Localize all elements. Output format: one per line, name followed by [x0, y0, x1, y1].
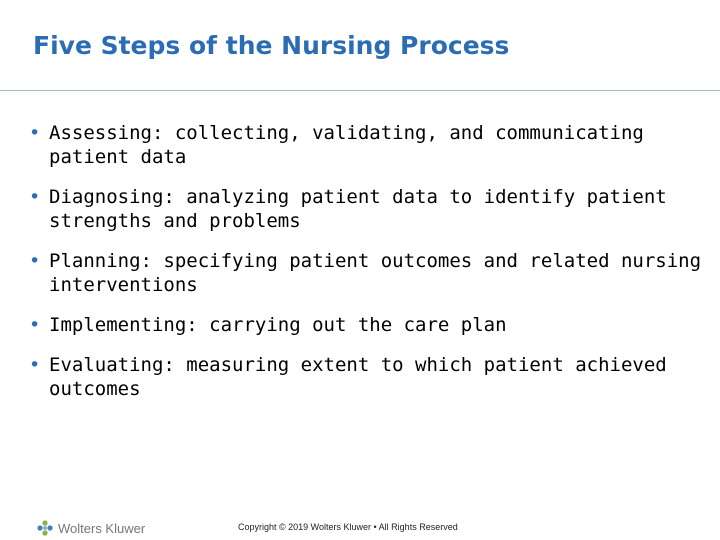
bullet-text: Evaluating: measuring extent to which patient achieved outcomes	[49, 354, 667, 400]
title-divider	[0, 90, 720, 91]
logo-text: Wolters Kluwer	[58, 520, 146, 536]
slide-title: Five Steps of the Nursing Process	[33, 31, 510, 60]
bullet-list	[26, 121, 706, 417]
bullet-item-planning	[26, 249, 706, 297]
bullet-text: Planning: specifying patient outcomes and related nursing interventions	[49, 250, 702, 296]
wolters-kluwer-logo	[36, 519, 145, 537]
bullet-item-assessing	[26, 121, 706, 169]
copyright-notice: Copyright © 2019 Wolters Kluwer • All Rights Reserved	[238, 522, 458, 532]
bullet-dot-icon: •	[29, 354, 41, 376]
bullet-dot-icon: •	[29, 186, 41, 208]
bullet-text: Diagnosing: analyzing patient data to identify patient strengths and problems	[49, 186, 667, 232]
bullet-item-evaluating	[26, 353, 706, 401]
bullet-text: Implementing: carrying out the care plan	[49, 314, 507, 336]
bullet-text: Assessing: collecting, validating, and communicating patient data	[49, 122, 644, 168]
wolters-kluwer-logo-icon	[36, 519, 54, 537]
bullet-item-implementing	[26, 313, 706, 337]
bullet-item-diagnosing	[26, 185, 706, 233]
bullet-dot-icon: •	[29, 122, 41, 144]
bullet-dot-icon: •	[29, 314, 41, 336]
bullet-dot-icon: •	[29, 250, 41, 272]
